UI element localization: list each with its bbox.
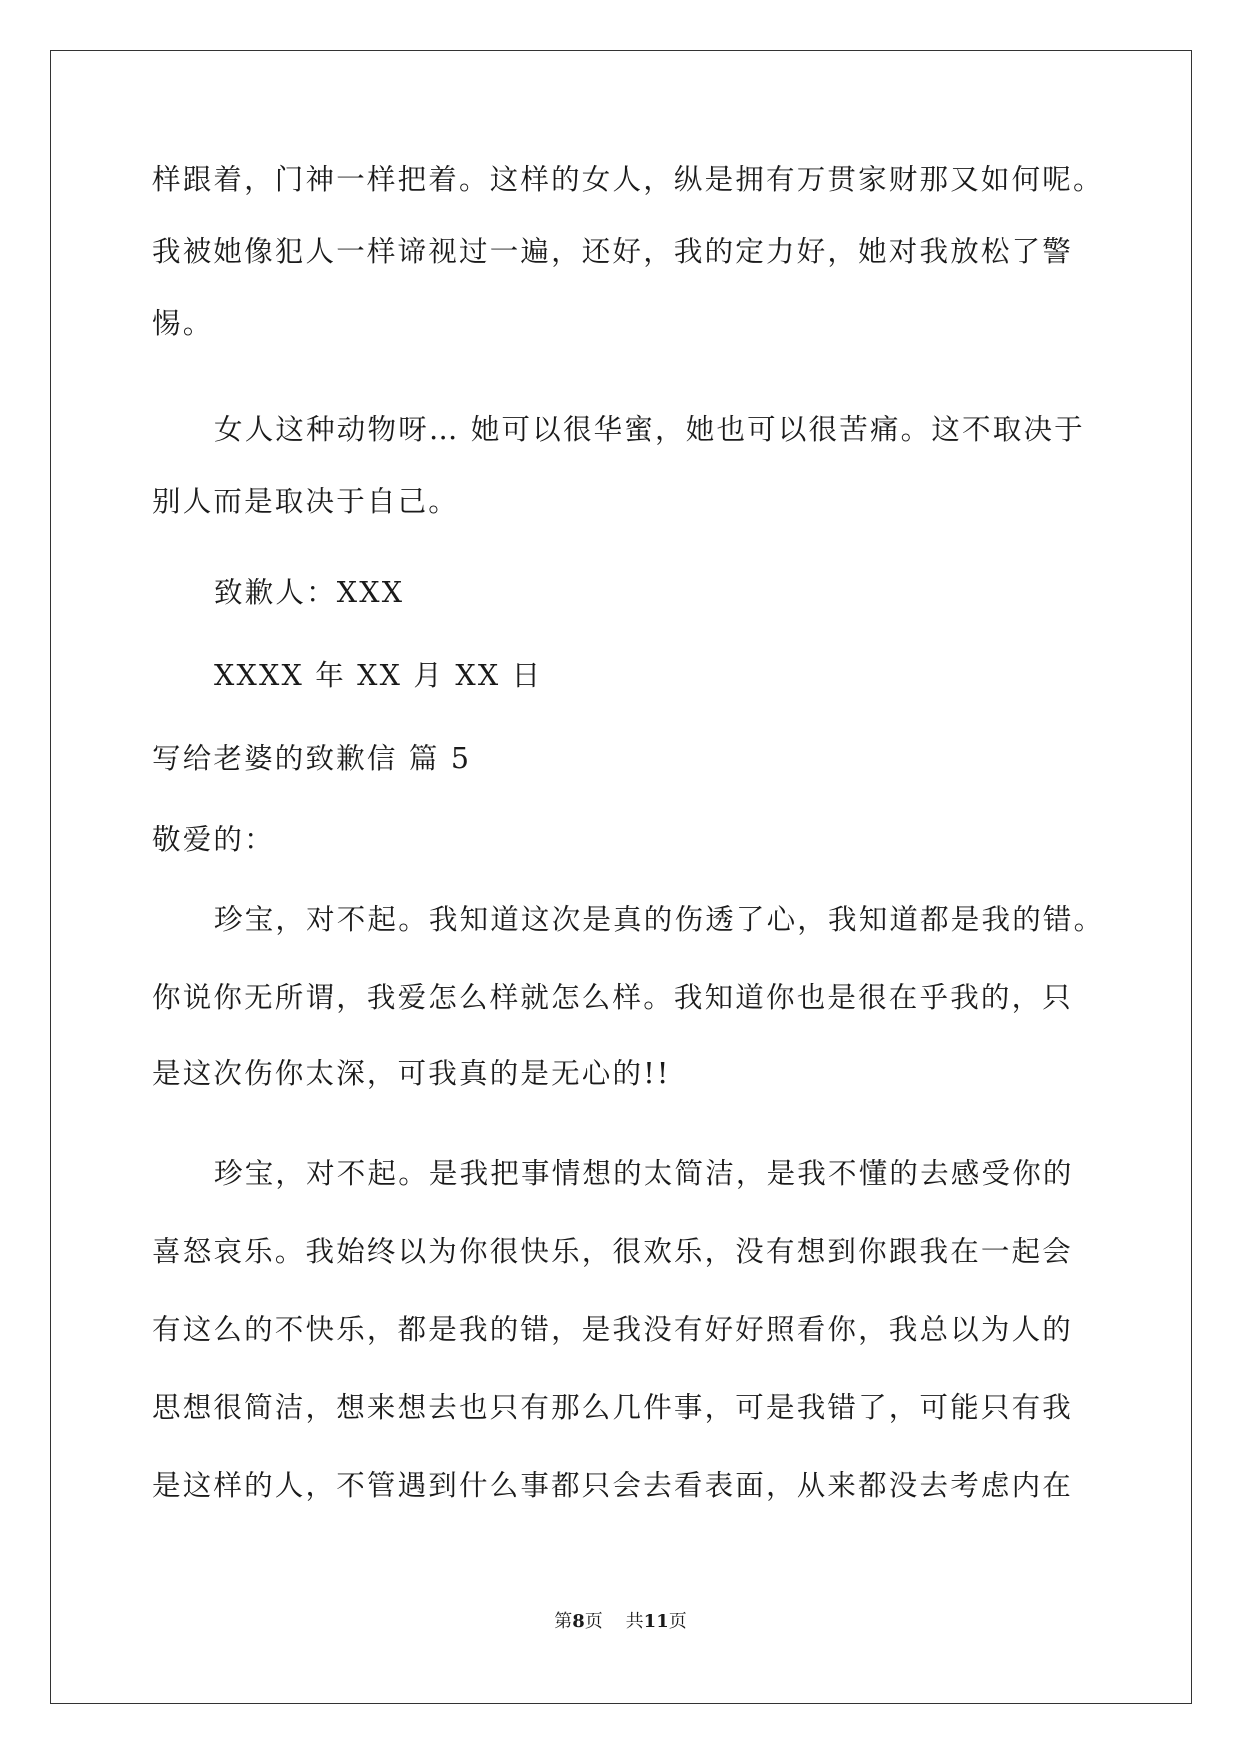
paragraph-start-line: 女人这种动物呀… 她可以很华蜜，她也可以很苦痛。这不取决于 bbox=[214, 413, 1085, 446]
total-pages: 11 bbox=[643, 1611, 669, 1632]
body-text-line: 别人而是取决于自己。 bbox=[152, 485, 460, 518]
body-text-line: 是这样的人，不管遇到什么事都只会去看表面，从来都没去考虑内在 bbox=[152, 1469, 1074, 1502]
body-text-line: 惕。 bbox=[152, 307, 214, 340]
body-text-line: 我被她像犯人一样谛视过一遍，还好，我的定力好，她对我放松了警 bbox=[152, 235, 1074, 268]
body-text-line: 是这次伤你太深，可我真的是无心的!! bbox=[152, 1057, 671, 1090]
page-number: 8 bbox=[572, 1611, 585, 1632]
body-text-line: 喜怒哀乐。我始终以为你很快乐，很欢乐，没有想到你跟我在一起会 bbox=[152, 1235, 1074, 1268]
total-prefix: 共 bbox=[625, 1611, 644, 1632]
body-text-line: 思想很简洁，想来想去也只有那么几件事，可是我错了，可能只有我 bbox=[152, 1391, 1074, 1424]
paragraph-start-line: 珍宝，对不起。我知道这次是真的伤透了心，我知道都是我的错。 bbox=[214, 903, 1105, 936]
page-suffix: 页 bbox=[584, 1611, 603, 1632]
page-border bbox=[50, 50, 1192, 1704]
salutation: 敬爱的： bbox=[152, 823, 275, 856]
body-text-line: 有这么的不快乐，都是我的错，是我没有好好照看你，我总以为人的 bbox=[152, 1313, 1074, 1346]
total-suffix: 页 bbox=[668, 1611, 687, 1632]
paragraph-start-line: 珍宝，对不起。是我把事情想的太简洁，是我不懂的去感受你的 bbox=[214, 1157, 1074, 1190]
date-line: XXXX 年 XX 月 XX 日 bbox=[214, 659, 543, 692]
body-text-line: 样跟着，门神一样把着。这样的女人，纵是拥有万贯家财那又如何呢。 bbox=[152, 163, 1104, 196]
section-heading: 写给老婆的致歉信 篇 5 bbox=[152, 742, 472, 775]
body-text-line: 你说你无所谓，我爱怎么样就怎么样。我知道你也是很在乎我的，只 bbox=[152, 981, 1074, 1014]
page-prefix: 第 bbox=[554, 1611, 573, 1632]
page-footer bbox=[0, 1610, 1241, 1634]
signature-line: 致歉人：XXX bbox=[214, 576, 405, 609]
